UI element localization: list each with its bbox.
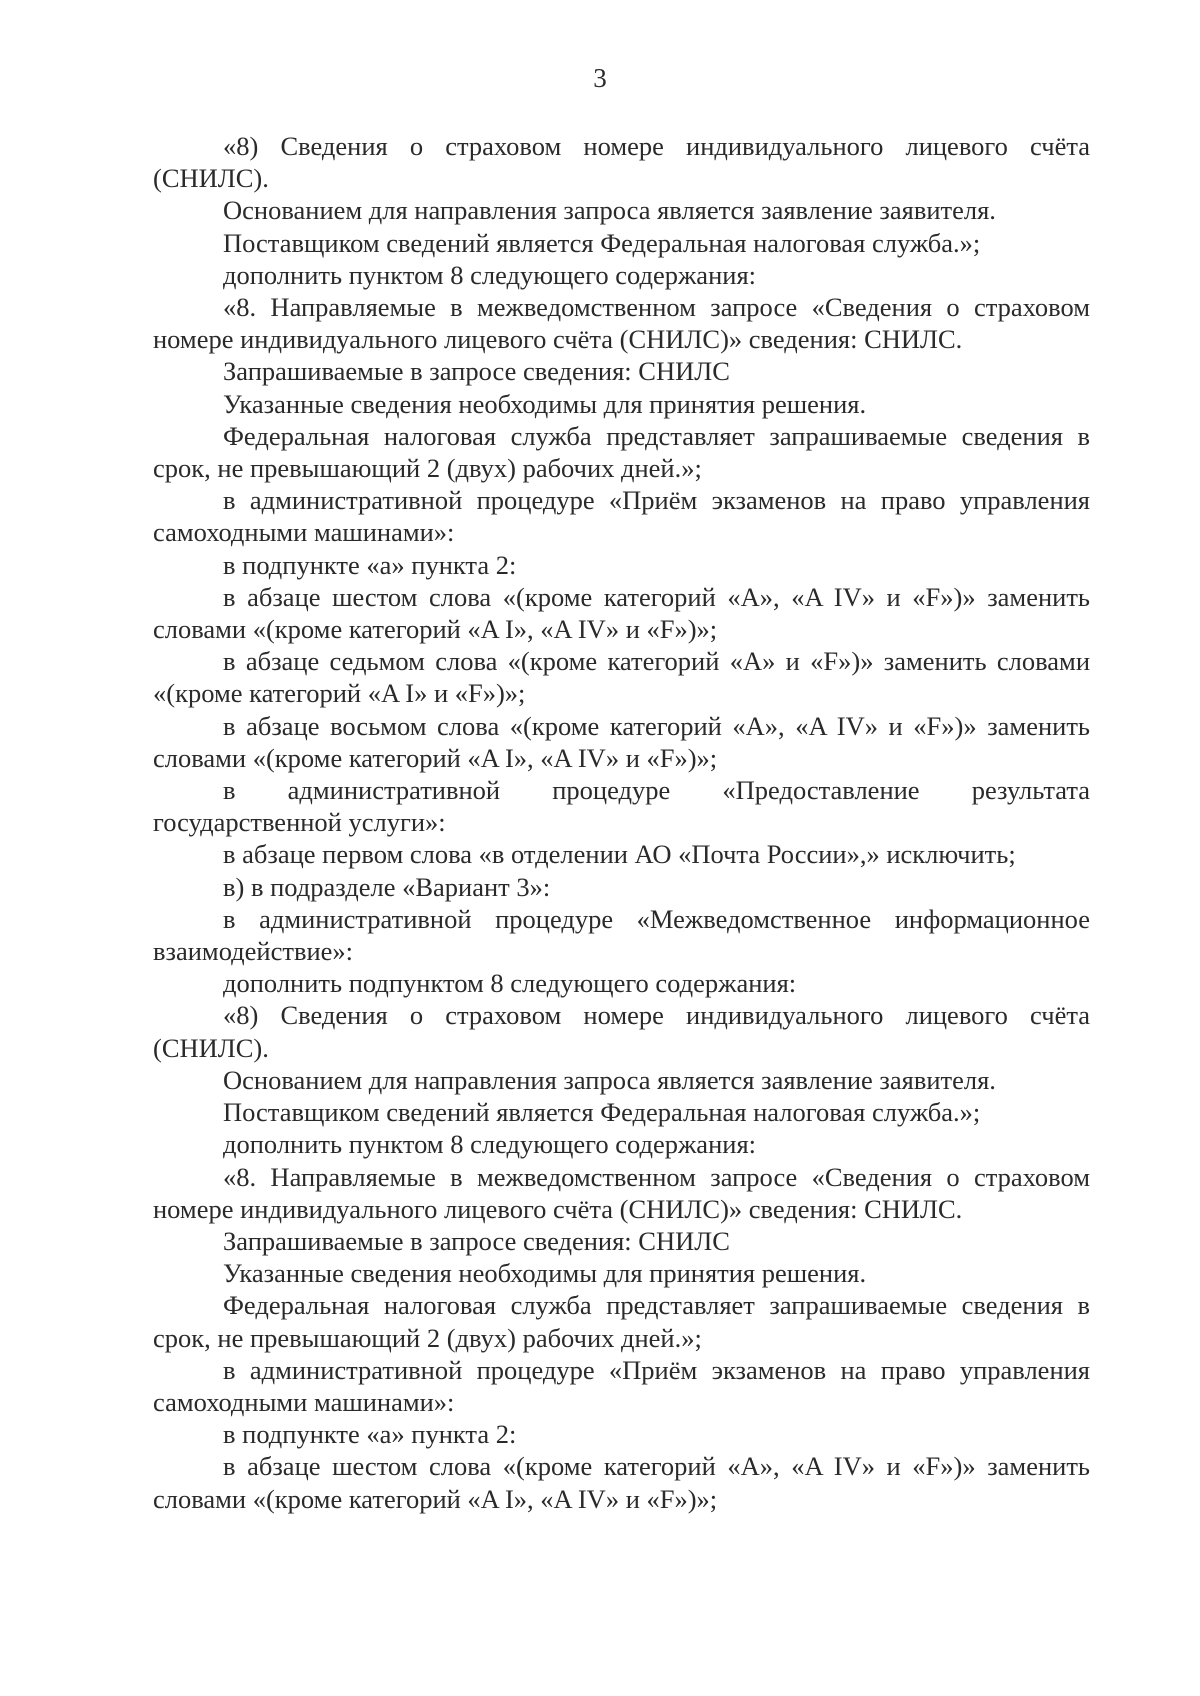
paragraph: «8) Сведения о страховом номере индивидуального лицевого счёта (СНИЛС). xyxy=(153,131,1090,194)
paragraph: дополнить пунктом 8 следующего содержания: xyxy=(223,259,756,290)
paragraph: в административной процедуре «Приём экзаменов на право управления самоходными машинами»: xyxy=(153,1354,1090,1417)
paragraph: дополнить подпунктом 8 следующего содержания: xyxy=(223,968,797,999)
paragraph: в абзаце восьмом слова «(кроме категорий «A», «A IV» и «F»)» заменить словами «(кроме категорий «A I», «A IV» и «F»)»; xyxy=(153,710,1090,773)
paragraph: в административной процедуре «Межведомственное информационное взаимодействие»: xyxy=(153,903,1090,967)
paragraph: в) в подразделе «Вариант 3»: xyxy=(223,871,551,902)
paragraph: в абзаце седьмом слова «(кроме категорий «A» и «F»)» заменить словами «(кроме категорий «A I» и «F»)»; xyxy=(153,646,1090,709)
paragraph: в абзаце шестом слова «(кроме категорий «A», «A IV» и «F»)» заменить словами «(кроме категорий «A I», «A IV» и «F»)»; xyxy=(153,581,1090,645)
paragraph: «8. Направляемые в межведомственном запросе «Сведения о страховом номере индивидуального лицевого счёта (СНИЛС)» сведения: СНИЛС. xyxy=(153,1161,1090,1224)
paragraph: в абзаце шестом слова «(кроме категорий «A», «A IV» и «F»)» заменить словами «(кроме категорий «A I», «A IV» и «F»)»; xyxy=(153,1451,1090,1514)
paragraph: в подпункте «а» пункта 2: xyxy=(223,549,517,580)
paragraph: Запрашиваемые в запросе сведения: СНИЛС xyxy=(223,356,730,387)
paragraph: Основанием для направления запроса является заявление заявителя. xyxy=(223,1064,996,1095)
paragraph: «8) Сведения о страховом номере индивидуального лицевого счёта (СНИЛС). xyxy=(153,1000,1090,1063)
paragraph: дополнить пунктом 8 следующего содержания: xyxy=(223,1129,756,1160)
paragraph: в абзаце первом слова «в отделении АО «Почта России»,» исключить; xyxy=(223,839,1016,870)
paragraph: Основанием для направления запроса является заявление заявителя. xyxy=(223,195,996,226)
paragraph: «8. Направляемые в межведомственном запросе «Сведения о страховом номере индивидуального лицевого счёта (СНИЛС)» сведения: СНИЛС. xyxy=(153,292,1090,355)
paragraph: Указанные сведения необходимы для принятия решения. xyxy=(223,1258,867,1289)
paragraph: Поставщиком сведений является Федеральная налоговая служба.»; xyxy=(223,1097,981,1128)
paragraph: в подпункте «а» пункта 2: xyxy=(223,1419,517,1450)
paragraph: Запрашиваемые в запросе сведения: СНИЛС xyxy=(223,1225,730,1256)
paragraph: в административной процедуре «Предоставление результата государственной услуги»: xyxy=(153,775,1090,838)
paragraph: в административной процедуре «Приём экзаменов на право управления самоходными машинами»: xyxy=(153,485,1090,548)
paragraph: Федеральная налоговая служба представляет запрашиваемые сведения в срок, не превышающий 2 (двух) рабочих дней.»; xyxy=(153,1290,1090,1353)
paragraph: Поставщиком сведений является Федеральная налоговая служба.»; xyxy=(223,227,981,258)
paragraph: Федеральная налоговая служба представляет запрашиваемые сведения в срок, не превышающий 2 (двух) рабочих дней.»; xyxy=(153,420,1090,484)
page-number: 3 xyxy=(593,63,607,93)
document-body xyxy=(153,130,1090,1515)
paragraph: Указанные сведения необходимы для принятия решения. xyxy=(223,388,867,419)
